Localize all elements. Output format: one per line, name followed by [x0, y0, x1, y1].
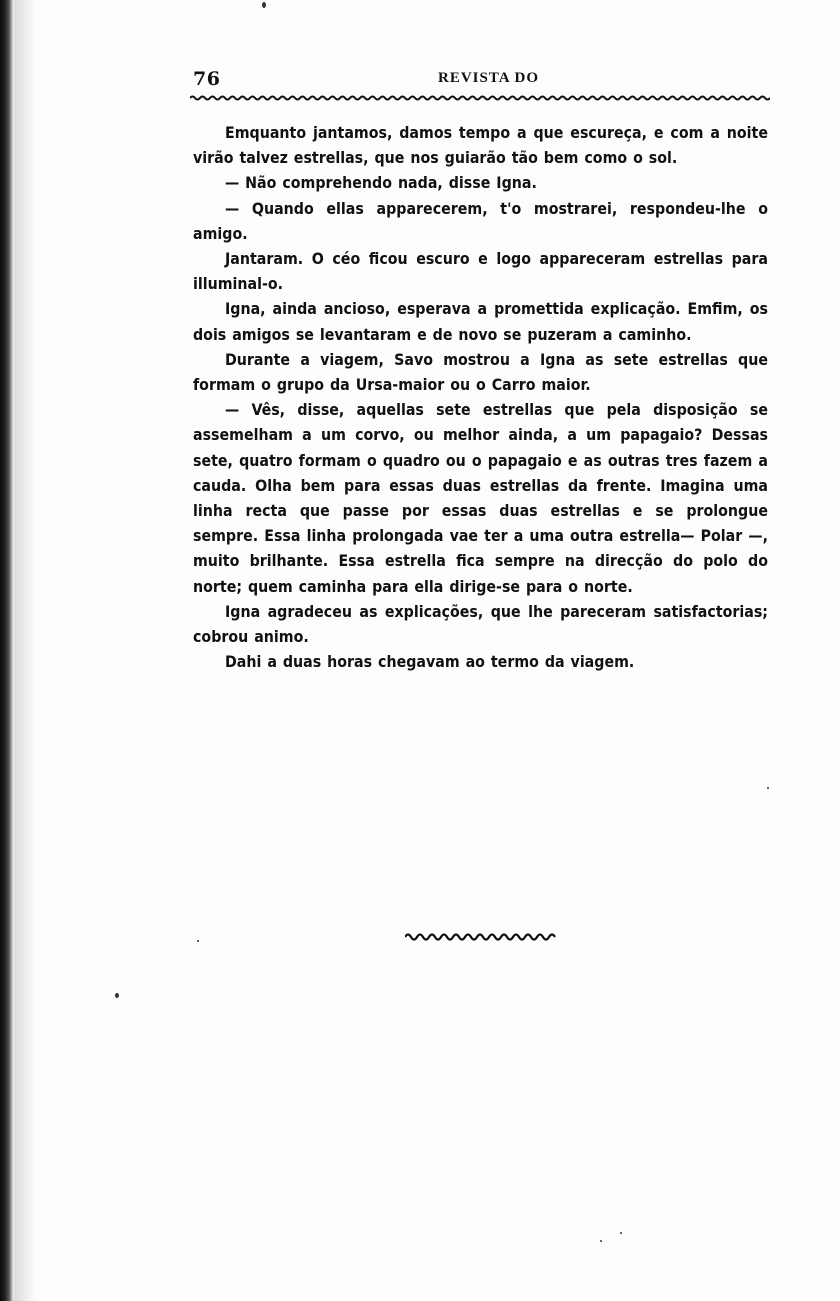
header-wavy-rule — [190, 94, 770, 102]
ink-speck — [600, 1240, 602, 1242]
page-header — [193, 68, 768, 92]
paragraph: — Quando ellas apparecerem, t'o mostrarei, respondeu-lhe o amigo. — [193, 198, 768, 243]
paragraph: — Vês, disse, aquellas sete estrellas que pela disposição se assemelham a um corvo, ou melhor ainda, a um papagaio? Dessas sete, quatro formam o quadro ou o papagaio e as outras tres fazem a cauda. Olha bem para essas duas estrellas da frente. Imagina uma linha recta que passe por essas duas estrellas e se prolongue sempre. Essa linha prolongada vae ter a uma outra estrella— Polar —, muito brilhante. Essa estrella fica sempre na direcção do polo do norte; quem caminha para ella dirige-se para o norte. — [193, 400, 768, 596]
paragraph: Jantaram. O céo ficou escuro e logo appareceram estrellas para illuminal-o. — [193, 249, 768, 294]
paragraph: Durante a viagem, Savo mostrou a Igna as sete estrellas que formam o grupo da Ursa-maior ou o Carro maior. — [193, 349, 768, 395]
ink-speck — [115, 993, 119, 998]
running-head: REVISTA DO — [438, 70, 539, 86]
paragraph: Emquanto jantamos, damos tempo a que escureça, e com a noite virão talvez estrellas, que nos guiarão tão bem como o sol. — [193, 123, 768, 168]
paragraph: Igna agradeceu as explicações, que lhe pareceram satisfactorias; cobrou animo. — [193, 601, 768, 647]
body-text — [193, 120, 768, 674]
binding-edge — [0, 0, 14, 1301]
page-number: 76 — [193, 68, 221, 90]
ink-speck — [262, 2, 266, 8]
binding-shadow — [14, 0, 36, 1301]
ink-speck — [767, 787, 769, 789]
end-ornament — [405, 930, 557, 944]
paragraph: Igna, ainda ancioso, esperava a promettida explicação. Emfim, os dois amigos se levantaram e de novo se puzeram a caminho. — [193, 299, 768, 344]
paragraph: — Não comprehendo nada, disse Igna. — [225, 173, 537, 193]
paragraph: Dahi a duas horas chegavam ao termo da viagem. — [225, 652, 635, 672]
ink-speck — [197, 940, 199, 942]
ink-speck — [620, 1232, 622, 1234]
